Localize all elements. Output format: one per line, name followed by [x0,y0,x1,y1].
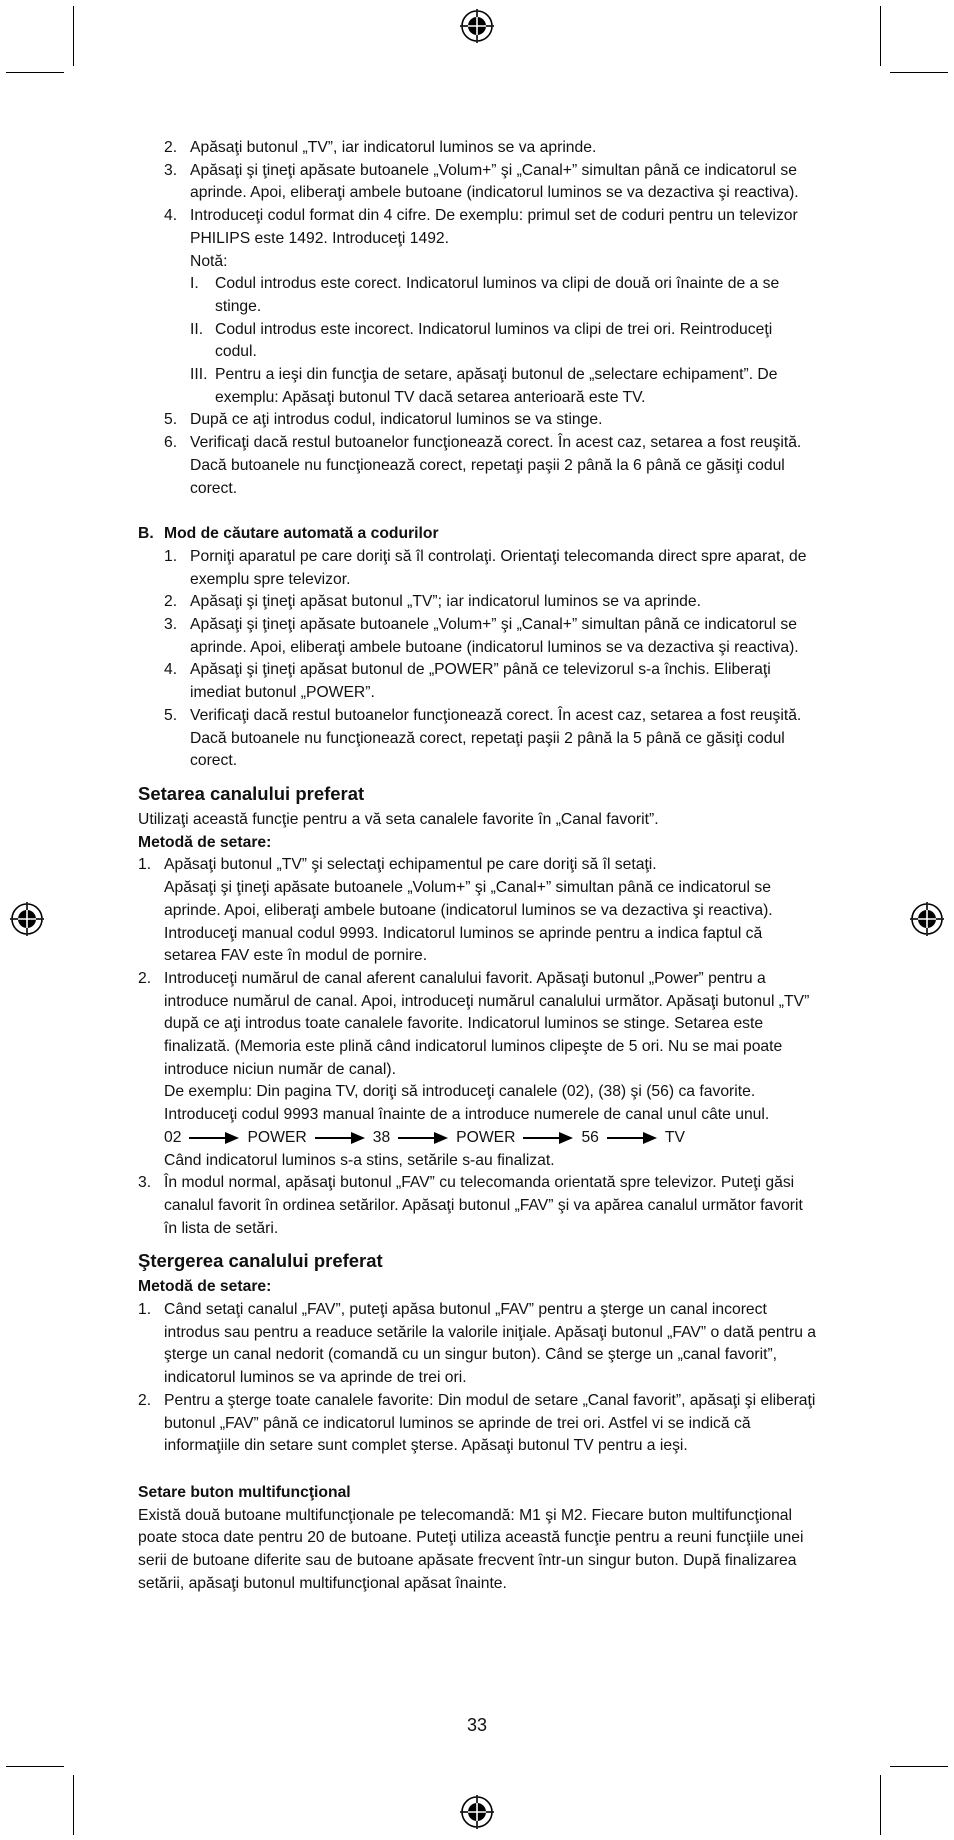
crop-mark [890,72,948,73]
item-text: Introduceţi codul format din 4 cifre. De exemplu: primul set de coduri pentru un televizor PHILIPS este 1492. Introduceţi 1492. [190,207,798,247]
arrow-right-icon [315,1131,365,1145]
registration-mark-icon [910,902,944,936]
intro-text: Utilizaţi această funcţie pentru a vă seta canalele favorite în „Canal favorit”. [138,810,659,828]
item-text: Porniţi aparatul pe care doriţi să îl controlaţi. Orientaţi telecomanda direct spre aparat, de exemplu spre televizor. [190,547,807,588]
item-number: 2. [164,139,178,156]
section-a [138,137,818,500]
item-number: 3. [164,161,178,179]
page-content [138,137,818,1595]
item-number: 3. [164,616,178,634]
sequence-step: POWER [456,1128,516,1146]
list-item [164,705,818,773]
item-number: 5. [164,706,178,724]
subsection-heading: Setare buton multifuncţional [138,1483,351,1501]
note-item [190,364,818,409]
item-text: Apăsaţi şi ţineţi apăsate butoanele „Volum+” şi „Canal+” simultan până ce indicatorul se aprinde. Apoi, eliberaţi ambele butoane (indicatorul luminos se va dezactiva şi reactiva). [190,616,799,656]
item-text: Verificaţi dacă restul butoanelor funcţionează corect. În acest caz, setarea a fost reuşită. Dacă butoanele nu funcţionează corect, repetaţi paşii 2 până la 5 până ce găsiţi codul corect. [190,706,802,770]
list-item [164,409,818,432]
list-item [164,591,818,614]
item-text: Apăsaţi şi ţineţi apăsat butonul „TV”; iar indicatorul luminos se va aprinde. [190,593,701,611]
item-number: 2. [138,1391,152,1409]
registration-mark-icon [10,902,44,936]
list-item [164,614,818,659]
sequence-step: 38 [372,1128,391,1146]
section-heading: Setarea canalului preferat [138,782,365,804]
item-text: Apăsaţi şi ţineţi apăsate butoanele „Volum+” şi „Canal+” simultan până ce indicatorul se aprinde. Apoi, eliberaţi ambele butoane (indicatorul luminos se va dezactiva şi reactiva). [190,161,799,202]
list-item [164,659,818,704]
section-b [138,523,818,773]
crop-mark [73,1775,74,1835]
item-text: Când setaţi canalul „FAV”, puteţi apăsa butonul „FAV” pentru a şterge un canal incorect introdus sau pentru a readuce setările la valorile iniţiale. Apăsaţi butonul „FAV” o dată pentru a şterge un canal nedorit (comandă cu un singur buton). Când se şterge un „canal favorit”, indicatorul luminos se va aprinde de trei ori. [164,1301,817,1387]
note-label: Notă: [190,252,228,270]
note-item [190,273,818,318]
arrow-right-icon [607,1131,657,1145]
list-item [138,1172,818,1240]
arrow-right-icon [189,1131,239,1145]
item-number: 6. [164,434,178,452]
item-text: Când indicatorul luminos s-a stins, setările s-au finalizat. [164,1151,555,1169]
key-sequence [164,1127,818,1150]
item-text: Apăsaţi butonul „TV”, iar indicatorul luminos se va aprinde. [190,139,597,156]
paragraph: Există două butoane multifuncţionale pe telecomandă: M1 şi M2. Fiecare buton multifuncţional poate stoca date pentru 20 de butoane. Puteţi utiliza această funcţie pentru a reuni funcţiile unei serii de butoane diferite sau de butoane apăsate frecvent într-un singur buton. După finalizarea setării, apăsaţi butonul multifuncţional apăsat înainte. [138,1506,804,1592]
multifunction-section [138,1482,818,1596]
crop-mark [6,1766,64,1767]
method-label: Metodă de setare: [138,833,272,851]
arrow-right-icon [523,1131,573,1145]
crop-mark [890,1766,948,1767]
list-item [164,160,818,205]
item-number: 5. [164,411,178,429]
list-item [164,137,818,160]
item-text: De exemplu: Din pagina TV, doriţi să introduceţi canalele (02), (38) şi (56) ca favorite. Introduceţi codul 9993 manual înainte de a introduce numerele de canal unul câte unul. [164,1083,770,1124]
crop-mark [880,6,881,66]
item-number: 1. [138,1301,152,1319]
arrow-right-icon [398,1131,448,1145]
item-text: În modul normal, apăsaţi butonul „FAV” cu telecomanda orientată spre televizor. Puteţi găsi canalul favorit în ordinea setărilor. Apăsaţi butonul „FAV” şi va apărea canalul următor favorit în lista de setări. [164,1174,803,1237]
item-text: Verificaţi dacă restul butoanelor funcţionează corect. În acest caz, setarea a fost reuşită. Dacă butoanele nu funcţionează corect, repetaţi paşii 2 până la 6 până ce găsiţi codul corect. [190,434,802,497]
note-text: Pentru a ieşi din funcţia de setare, apăsaţi butonul de „selectare echipament”. De exemplu: Apăsaţi butonul TV dacă setarea anterioară este TV. [215,366,778,406]
sequence-step: 02 [164,1128,182,1146]
item-text: Introduceţi manual codul 9993. Indicatorul luminos se aprinde pentru a indica faptul că setarea FAV este în modul de pornire. [164,924,763,965]
item-number: 1. [164,547,178,565]
list-item [138,1390,818,1458]
list-item [138,1299,818,1390]
list-item [164,546,818,591]
crop-mark [6,72,64,73]
note-text: Codul introdus este incorect. Indicatorul luminos va clipi de trei ori. Reintroduceţi codul. [215,320,773,361]
crop-mark [880,1775,881,1835]
sequence-step: TV [664,1128,685,1146]
registration-mark-icon [460,9,494,43]
item-text: Apăsaţi şi ţineţi apăsate butoanele „Volum+” şi „Canal+” simultan până ce indicatorul se aprinde. Apoi, eliberaţi ambele butoane (indicatorul luminos se va dezactiva şi reactiva). [164,879,773,919]
list-item [138,854,818,968]
item-number: 2. [164,593,178,611]
sequence-step: 56 [581,1128,599,1146]
item-number: 4. [164,207,178,225]
item-text: Introduceţi numărul de canal aferent canalului favorit. Apăsaţi butonul „Power” pentru a introduce numărul de canal. Apoi, introduceţi numărul canalului următor. Apăsaţi butonul „TV” după ce aţi introdus toate canalele favorite. Indicatorul luminos se stinge. Setarea este finalizată. (Memoria este plină când indicatorul luminos clipeşte de 5 ori. Nu se mai poate introduce niciun număr de canal). [164,969,810,1078]
list-item [164,432,818,500]
method-label: Metodă de setare: [138,1278,272,1296]
note-number: III. [190,366,208,384]
section-letter: B. [138,525,154,543]
note-text: Codul introdus este corect. Indicatorul luminos va clipi de două ori înainte de a se stinge. [215,275,780,315]
item-number: 4. [164,661,178,679]
crop-mark [73,6,74,66]
item-number: 2. [138,969,152,987]
item-text: După ce aţi introdus codul, indicatorul luminos se va stinge. [190,411,603,429]
registration-mark-icon [460,1795,494,1829]
list-item [164,205,818,409]
sequence-step: POWER [247,1128,307,1146]
page-number: 33 [466,1715,488,1735]
section-title: Mod de căutare automată a codurilor [164,525,439,543]
item-text: Pentru a şterge toate canalele favorite: Din modul de setare „Canal favorit”, apăsaţi şi eliberaţi butonul „FAV” până ce indicatorul luminos se aprinde de trei ori. Astfel vi se indică că informaţiile din setare sunt complet şterse. Apăsaţi butonul TV pentru a ieşi. [164,1391,816,1455]
section-heading: Ştergerea canalului preferat [138,1250,383,1272]
section-b-heading [138,523,818,546]
item-number: 1. [138,856,152,874]
list-item [138,968,818,1172]
note-number: II. [190,320,204,338]
note-item [190,319,818,364]
item-number: 3. [138,1174,152,1192]
note-number: I. [190,275,199,293]
item-text: Apăsaţi butonul „TV” şi selectaţi echipamentul pe care doriţi să îl setaţi. [164,856,657,874]
item-text: Apăsaţi şi ţineţi apăsat butonul de „POWER” până ce televizorul s-a închis. Eliberaţi imediat butonul „POWER”. [190,661,771,702]
